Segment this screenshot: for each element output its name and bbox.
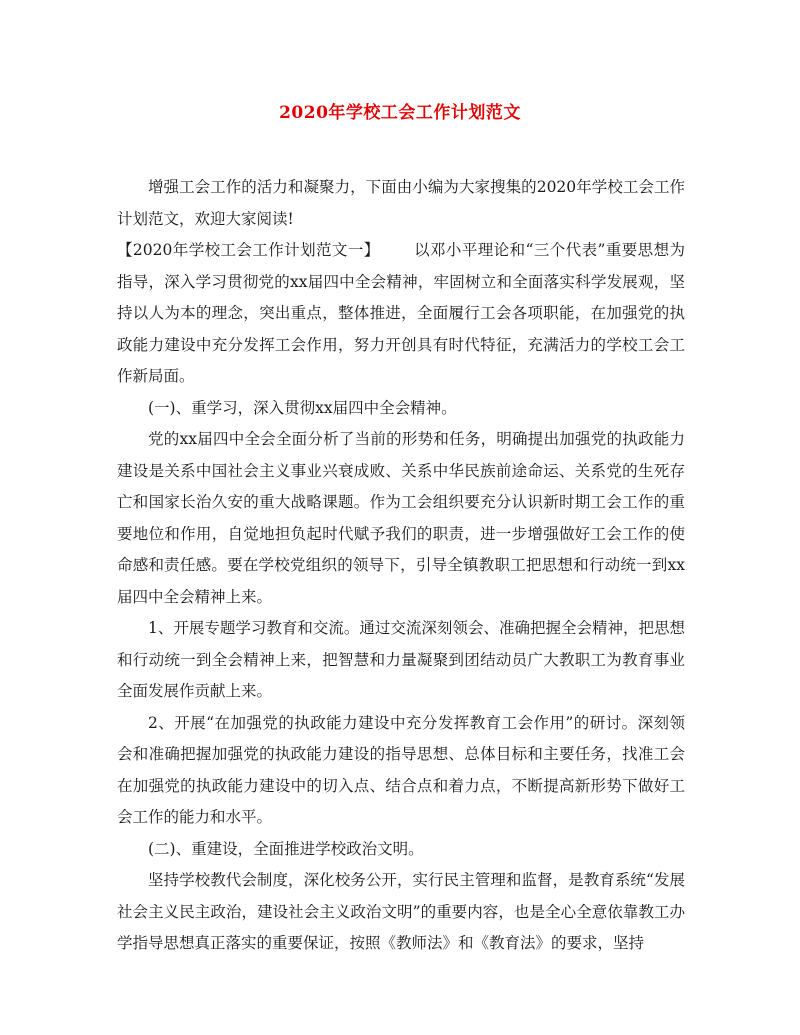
body-paragraph: 坚持学校教代会制度，深化校务公开，实行民主管理和监督，是教育系统“发展社会主义民主政治，建设社会主义政治文明”的重要内容，也是全心全意依靠教工办学指导思想真正落实的重要保证，按照《教师法》和《教育法》的要求，坚持 bbox=[117, 871, 685, 952]
section1-paragraph bbox=[117, 235, 685, 393]
subheading-one: (一)、重学习，深入贯彻xx届四中全会精神。 bbox=[148, 398, 457, 417]
section1-heading: 【2020年学校工会工作计划范文一】 bbox=[117, 241, 380, 259]
document-body bbox=[117, 172, 685, 960]
intro-paragraph: 增强工会工作的活力和凝聚力，下面由小编为大家搜集的2020年学校工会工作计划范文，欢迎大家阅读! bbox=[117, 178, 685, 228]
list-item-one: 1、开展专题学习教育和交流。通过交流深刻领会、准确把握全会精神，把思想和行动统一到全会精神上来，把智慧和力量凝聚到团结动员广大教职工为教育事业全面发展作贡献上来。 bbox=[117, 619, 685, 700]
document-title: 2020年学校工会工作计划范文 bbox=[279, 103, 521, 123]
section1-lead: 以邓小平理论和“三个代表”重要思想为指导，深入学习贯彻党的xx届四中全会精神，牢固树立和全面落实科学发展观，坚持以人为本的理念，突出重点，整体推进，全面履行工会各项职能，在加强党的执政能力建设中充分发挥工会作用，努力开创具有时代特征，充满活力的学校工会工作新局面。 bbox=[117, 241, 685, 385]
list-item-two: 2、开展“在加强党的执政能力建设中充分发挥教育工会作用”的研讨。深刻领会和准确把握加强党的执政能力建设的指导思想、总体目标和主要任务，找准工会在加强党的执政能力建设中的切入点、结合点和着力点，不断提高新形势下做好工会工作的能力和水平。 bbox=[117, 713, 685, 826]
body-paragraph: 党的xx届四中全会全面分析了当前的形势和任务，明确提出加强党的执政能力建设是关系中国社会主义事业兴衰成败、关系中华民族前途命运、关系党的生死存亡和国家长治久安的重大战略课题。作为工会组织要充分认识新时期工会工作的重要地位和作用，自觉地担负起时代赋予我们的职责，进一步增强做好工会工作的使命感和责任感。要在学校党组织的领导下，引导全镇教职工把思想和行动统一到xx届四中全会精神上来。 bbox=[117, 430, 685, 606]
subheading-two: (二)、重建设，全面推进学校政治文明。 bbox=[148, 839, 424, 858]
